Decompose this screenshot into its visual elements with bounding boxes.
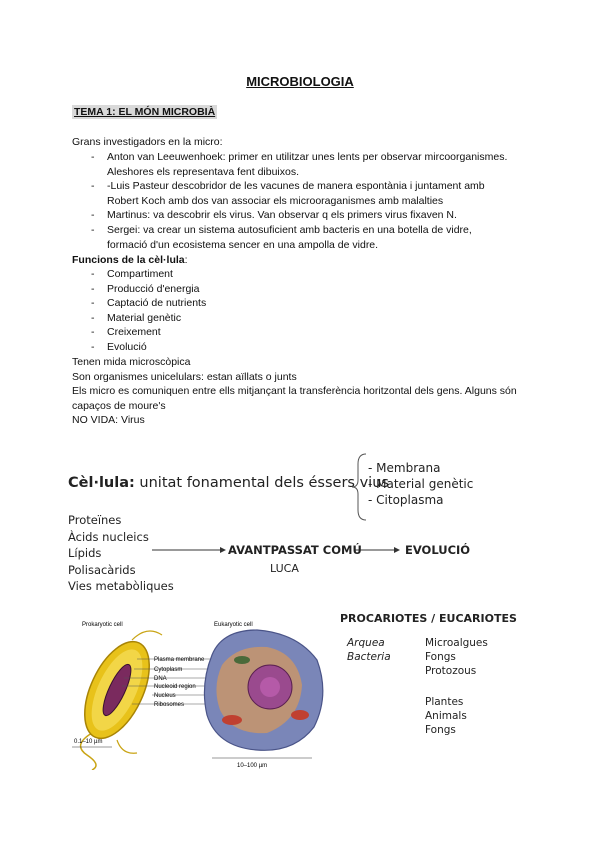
summary-line: NO VIDA: Virus <box>72 414 145 427</box>
summary-text <box>72 355 532 428</box>
pro-eu-heading: PROCARIOTES / EUCARIOTES <box>340 612 517 625</box>
summary-line: Son organismes unicelulars: estan aïllats o junts <box>72 370 297 383</box>
eukaryotic-cell-illustration <box>204 630 322 750</box>
summary-line: Els micro es comuniquen entre ells mitjançant la transferència horitzontal dels gens. Alguns són capaços de moure's <box>72 385 517 412</box>
list-item: - Captació de nutrients <box>72 296 372 311</box>
list-item: - Producció d'energia <box>72 282 372 297</box>
label-plasma-membrane: Plasma membrane <box>154 657 205 663</box>
functions-heading: Funcions de la cèl·lula: <box>72 254 188 266</box>
investigators-list <box>72 150 512 252</box>
molecule-item: Polisacàrids <box>68 562 136 577</box>
luca-label: LUCA <box>270 562 299 575</box>
eukaryote-micro-list <box>425 636 488 679</box>
intro-text: Grans investigadors en la micro: <box>72 136 223 148</box>
eukaryote-item: Fongs <box>425 651 456 664</box>
molecule-item: Lípids <box>68 546 102 560</box>
label-nucleus: Nucleus <box>154 693 176 699</box>
label-dna: DNA <box>154 676 167 682</box>
prokaryote-item: Arquea <box>347 637 385 649</box>
label-ribosomes: Ribosomes <box>154 702 185 708</box>
component-item: - Membrana <box>368 461 441 475</box>
molecule-item: Proteïnes <box>68 513 122 527</box>
curly-brace <box>350 452 370 522</box>
molecule-item: Àcids nucleics <box>68 529 149 544</box>
cell-figure <box>62 615 332 770</box>
list-item: - Creixement <box>72 325 372 340</box>
list-item: - Anton van Leeuwenhoek: primer en utilitzar unes lents per observar mircoorganismes. Aleshores els representava fent dibuixos. <box>72 150 512 179</box>
eukaryotic-title: Eukaryotic cell <box>214 622 253 628</box>
list-item: - Martinus: va descobrir els virus. Van observar q els primers virus fixaven N. <box>72 208 512 223</box>
cell-definition: Cèl·lula: unitat fonamental dels éssers vius <box>68 475 389 491</box>
prokaryote-item: Bacteria <box>347 651 391 663</box>
prokaryotic-title: Prokaryotic cell <box>82 622 123 628</box>
eukaryote-item: Plantes <box>425 696 464 708</box>
cell-components <box>368 460 473 508</box>
label-cytoplasm: Cytoplasm <box>154 667 183 673</box>
page-title: MICROBIOLOGIA <box>246 74 354 89</box>
molecule-item: Vies metabòliques <box>68 579 174 593</box>
functions-list <box>72 267 372 355</box>
euk-scale: 10–100 µm <box>237 763 268 769</box>
component-item: - Citoplasma <box>368 493 444 507</box>
list-item: - -Luis Pasteur descobridor de les vacunes de manera espontània i juntament amb Robert Koch amb dos van associar els microoraganismes amb malalties <box>72 179 512 208</box>
list-item: - Compartiment <box>72 267 372 282</box>
eukaryote-item: Animals <box>425 710 467 723</box>
prokaryotic-cell-illustration <box>71 631 162 770</box>
list-item: - Evolució <box>72 340 372 355</box>
eukaryote-item: Protozous <box>425 665 477 678</box>
summary-line: Tenen mida microscòpica <box>72 356 191 368</box>
section-heading: TEMA 1: EL MÓN MICROBIÀ <box>74 106 216 118</box>
label-nucleoid: Nucleoid region <box>154 684 196 690</box>
evolution-label: EVOLUCIÓ <box>405 543 471 557</box>
component-item: - Material genètic <box>368 477 474 491</box>
eukaryote-item: Microalgues <box>425 637 488 649</box>
prokaryote-list <box>347 636 391 664</box>
eukaryote-item: Fongs <box>425 724 456 737</box>
ancestor-label: AVANTPASSAT COMÚ <box>228 543 362 557</box>
figure-labels <box>154 657 205 708</box>
prok-scale: 0.1–10 µm <box>74 739 103 745</box>
list-item: - Material genètic <box>72 311 372 326</box>
list-item: - Sergei: va crear un sistema autosuficient amb bacteris en una botella de vidre, formació d'un ecosistema sencer en una ampolla de vidre. <box>72 223 512 252</box>
eukaryote-macro-list <box>425 695 467 738</box>
